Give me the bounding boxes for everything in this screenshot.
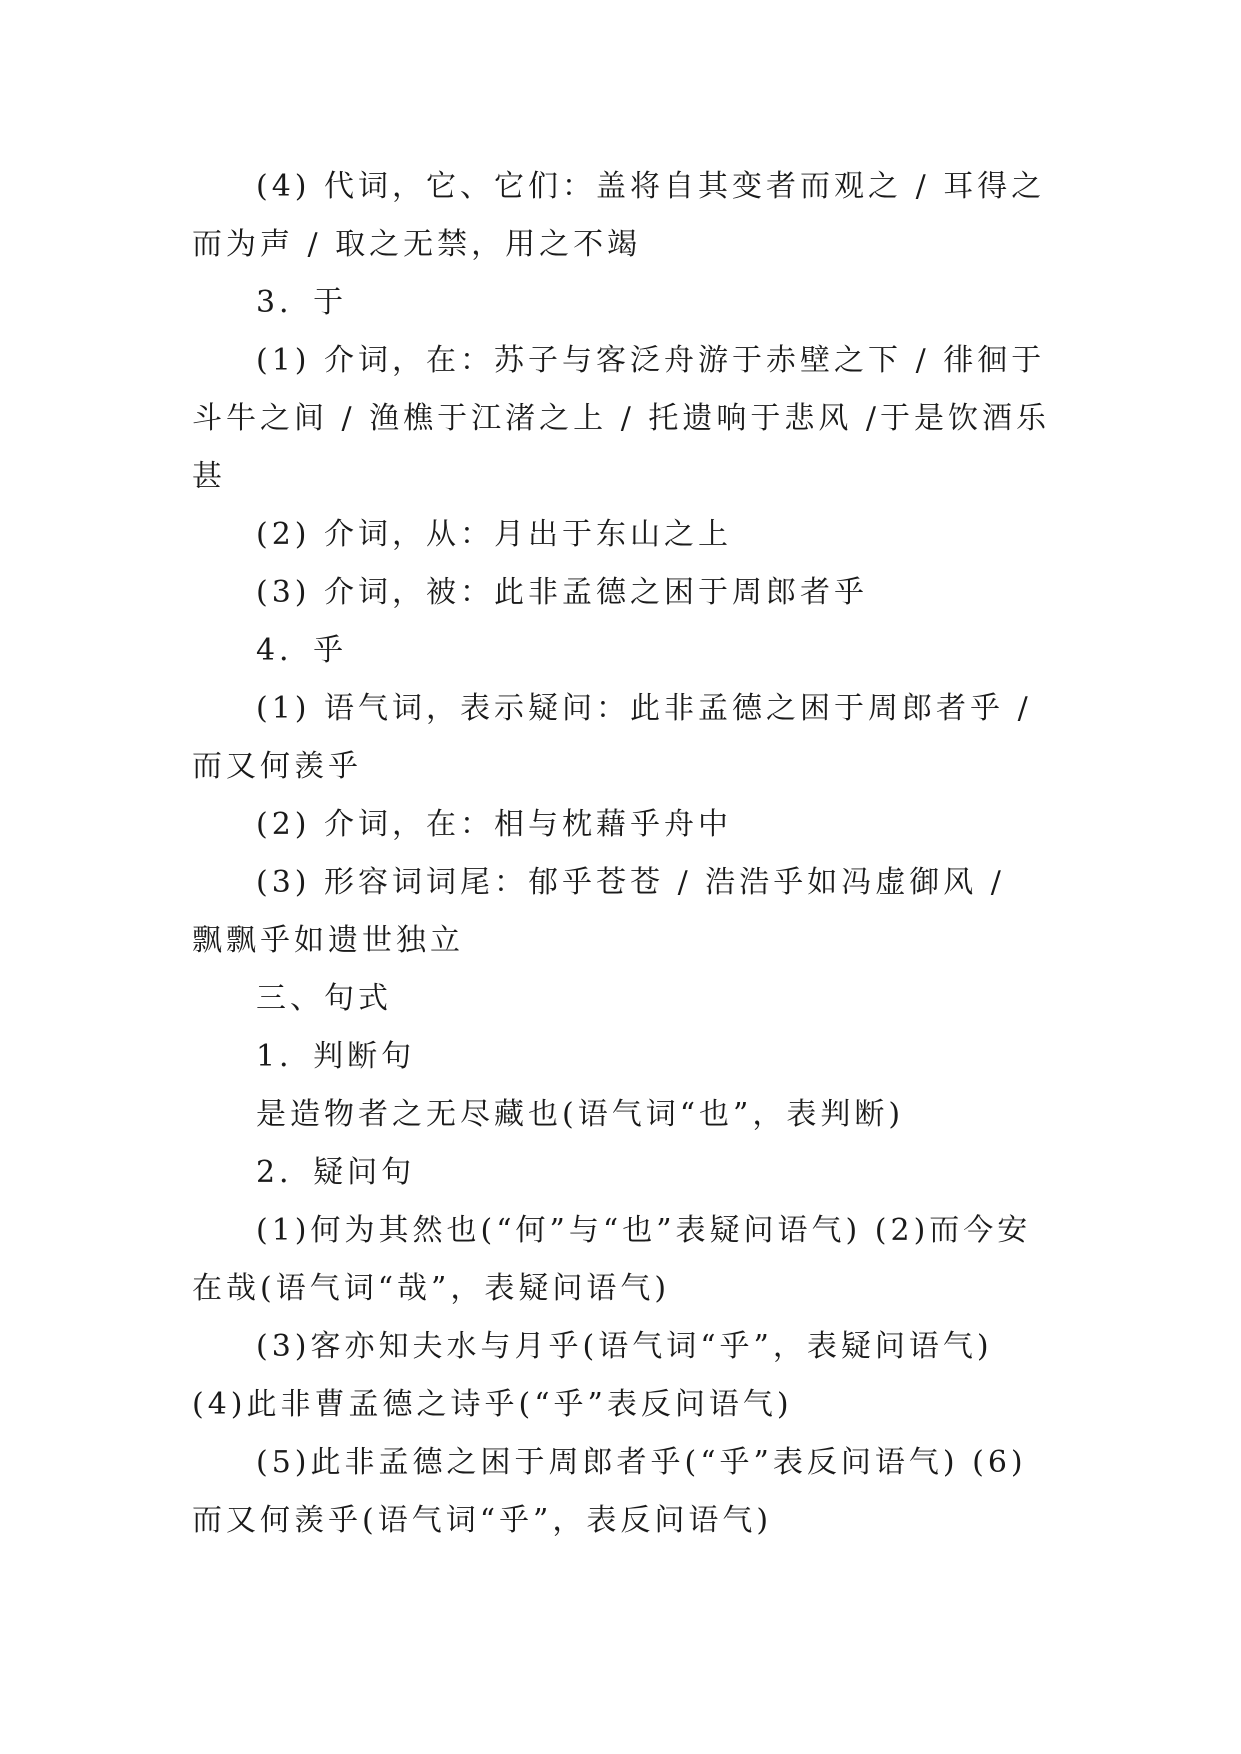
paragraph-question-examples-3-4: (3)客亦知夫水与月乎(语气词“乎”，表疑问语气) (4)此非曹孟德之诗乎(“乎”表反问语气) — [192, 1329, 993, 1422]
paragraph-yu-preposition-from: (2) 介词，从：月出于东山之上 — [256, 517, 733, 552]
heading-hu: 4．乎 — [256, 633, 348, 668]
paragraph-judgment-example: 是造物者之无尽藏也(语气词“也”，表判断) — [256, 1097, 905, 1132]
paragraph-hu-question: (1) 语气词，表示疑问：此非孟德之困于周郎者乎 / 而又何羡乎 — [192, 691, 1032, 784]
heading-question-sentence: 2．疑问句 — [256, 1155, 416, 1190]
paragraph-yu-preposition-at: (1) 介词，在：苏子与客泛舟游于赤壁之下 / 徘徊于斗牛之间 / 渔樵于江渚之上 / 托遗响于悲风 /于是饮酒乐甚 — [192, 343, 1051, 494]
document-body — [192, 158, 1052, 1550]
paragraph-hu-preposition: (2) 介词，在：相与枕藉乎舟中 — [256, 807, 733, 842]
heading-judgment-sentence: 1．判断句 — [256, 1039, 416, 1074]
section-heading-sentence-patterns: 三、句式 — [256, 981, 392, 1016]
paragraph-question-examples-5-6: (5)此非孟德之困于周郎者乎(“乎”表反问语气) (6)而又何羡乎(语气词“乎”，表反问语气) — [192, 1445, 1027, 1538]
paragraph-yu-preposition-by: (3) 介词，被：此非孟德之困于周郎者乎 — [256, 575, 869, 610]
paragraph-question-examples-1-2: (1)何为其然也(“何”与“也”表疑问语气) (2)而今安在哉(语气词“哉”，表疑问语气) — [192, 1213, 1032, 1306]
paragraph-hu-adjective-suffix: (3) 形容词词尾：郁乎苍苍 / 浩浩乎如冯虚御风 / 飘飘乎如遗世独立 — [192, 865, 1005, 958]
heading-yu: 3．于 — [256, 285, 348, 320]
paragraph-pronoun-usage: (4) 代词，它、它们：盖将自其变者而观之 / 耳得之而为声 / 取之无禁，用之不竭 — [192, 169, 1046, 262]
